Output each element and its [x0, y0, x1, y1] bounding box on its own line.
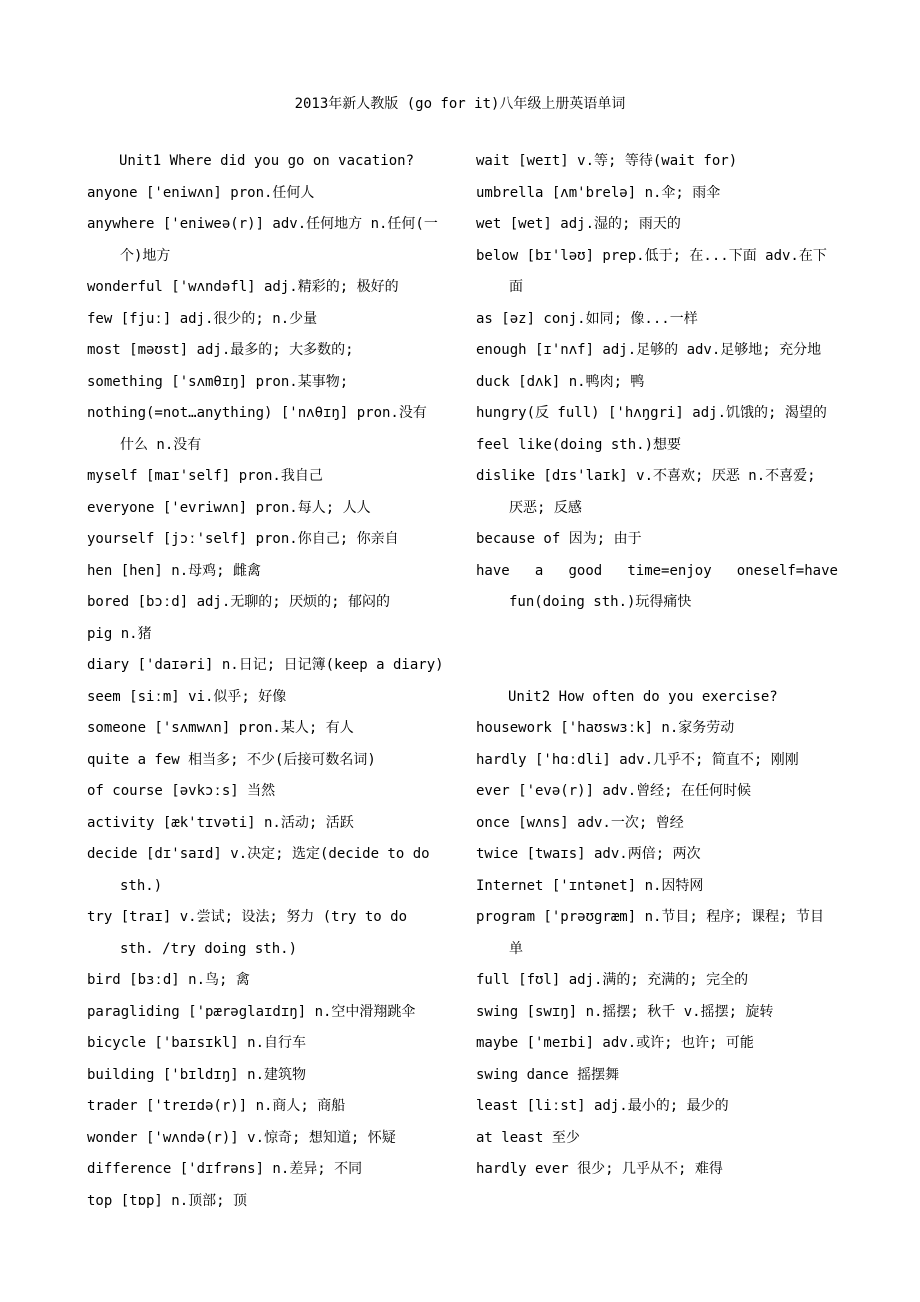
vocab-entry: nothing(=not…anything) ['nʌθɪŋ] pron.没有 [87, 405, 427, 421]
vocab-entry: quite a few 相当多; 不少(后接可数名词) [87, 751, 376, 768]
vocab-entry: myself [maɪ'self] pron.我自己 [87, 468, 323, 484]
vocab-entry: enough [ɪ'nʌf] adj.足够的 adv.足够地; 充分地 [476, 342, 822, 358]
vocab-entry: umbrella [ʌm'brelə] n.伞; 雨伞 [476, 184, 721, 201]
vocab-entry: someone ['sʌmwʌn] pron.某人; 有人 [87, 720, 354, 736]
vocab-entry: decide [dɪ'saɪd] v.决定; 选定(decide to do [87, 846, 430, 862]
vocab-entry-continuation: fun(doing sth.)玩得痛快 [509, 594, 692, 610]
vocab-entry: few [fjuː] adj.很少的; n.少量 [87, 310, 318, 327]
vocab-entry: duck [dʌk] n.鸭肉; 鸭 [476, 373, 645, 390]
vocab-entry: at least 至少 [476, 1129, 580, 1146]
vocab-entry: trader ['treɪdə(r)] n.商人; 商船 [87, 1098, 346, 1114]
vocab-entry: most [məʊst] adj.最多的; 大多数的; [87, 342, 354, 358]
vocab-entry: wonderful ['wʌndəfl] adj.精彩的; 极好的 [87, 279, 399, 295]
vocab-entry: because of 因为; 由于 [476, 531, 642, 547]
justified-word: time=enjoy [627, 562, 712, 579]
vocab-entry: swing dance 摇摆舞 [476, 1066, 620, 1083]
vocab-entry: once [wʌns] adv.一次; 曾经 [476, 814, 684, 831]
vocab-entry: top [tɒp] n.顶部; 顶 [87, 1192, 248, 1209]
left-column [87, 146, 449, 1217]
vocab-entry: activity [æk'tɪvəti] n.活动; 活跃 [87, 814, 354, 831]
blank-line [476, 619, 838, 651]
vocab-entry: hungry(反 full) ['hʌŋgri] adj.饥饿的; 渴望的 [476, 405, 827, 421]
vocab-entry: diary ['daɪəri] n.日记; 日记簿(keep a diary) [87, 657, 444, 673]
blank-line [476, 650, 838, 682]
vocab-entry: ever ['evə(r)] adv.曾经; 在任何时候 [476, 783, 752, 799]
vocab-entry: wonder ['wʌndə(r)] v.惊奇; 想知道; 怀疑 [87, 1129, 396, 1146]
unit-heading: Unit1 Where did you go on vacation? [119, 153, 415, 169]
vocab-entry-continuation: 厌恶; 反感 [509, 499, 582, 516]
vocab-entry-justified [476, 556, 838, 588]
justified-word: have [476, 562, 510, 579]
vocab-entry: as [əz] conj.如同; 像...一样 [476, 310, 698, 327]
vocab-entry: anyone ['eniwʌn] pron.任何人 [87, 184, 315, 201]
vocab-entry: bicycle ['baɪsɪkl] n.自行车 [87, 1035, 307, 1051]
vocab-entry-continuation: 什么 n.没有 [120, 436, 202, 453]
vocab-entry: pig n.猪 [87, 625, 152, 642]
vocab-entry: hardly ['hɑːdli] adv.几乎不; 简直不; 刚刚 [476, 751, 799, 768]
justified-word: a [534, 562, 544, 579]
vocab-entry: dislike [dɪs'laɪk] v.不喜欢; 厌恶 n.不喜爱; [476, 468, 816, 484]
right-column [476, 146, 838, 1186]
vocab-entry-continuation: sth. /try doing sth.) [120, 940, 298, 957]
vocab-entry: twice [twaɪs] adv.两倍; 两次 [476, 846, 701, 862]
vocab-entry: hen [hen] n.母鸡; 雌禽 [87, 562, 262, 579]
page-title: 2013年新人教版 (go for it)八年级上册英语单词 [294, 96, 626, 112]
vocab-entry: hardly ever 很少; 几乎从不; 难得 [476, 1161, 723, 1177]
unit-heading: Unit2 How often do you exercise? [508, 688, 778, 705]
vocab-entry: try [traɪ] v.尝试; 设法; 努力 (try to do [87, 909, 408, 925]
vocab-entry: building ['bɪldɪŋ] n.建筑物 [87, 1066, 307, 1083]
vocab-entry-continuation: sth.) [120, 877, 163, 894]
vocab-entry: feel like(doing sth.)想要 [476, 436, 682, 453]
vocab-entry: bored [bɔːd] adj.无聊的; 厌烦的; 郁闷的 [87, 594, 391, 610]
vocab-entry: least [liːst] adj.最小的; 最少的 [476, 1098, 729, 1114]
vocab-entry: of course [əvkɔːs] 当然 [87, 783, 276, 799]
justified-word: oneself=have [736, 562, 838, 579]
vocab-entry: yourself [jɔː'self] pron.你自己; 你亲自 [87, 531, 399, 547]
vocab-entry: something ['sʌmθɪŋ] pron.某事物; [87, 373, 349, 390]
vocab-entry: anywhere ['eniweə(r)] adv.任何地方 n.任何(一 [87, 216, 438, 232]
vocab-entry: difference ['dɪfrəns] n.差异; 不同 [87, 1161, 363, 1177]
vocab-entry: wet [wet] adj.湿的; 雨天的 [476, 216, 681, 232]
vocab-entry: Internet ['ɪntənet] n.因特网 [476, 877, 704, 894]
vocab-entry: housework ['haʊswɜːk] n.家务劳动 [476, 720, 735, 736]
vocab-entry: below [bɪ'ləʊ] prep.低于; 在...下面 adv.在下 [476, 247, 827, 264]
vocab-entry-continuation: 面 [509, 279, 523, 295]
vocab-entry: wait [weɪt] v.等; 等待(wait for) [476, 153, 738, 169]
vocab-entry: full [fʊl] adj.满的; 充满的; 完全的 [476, 972, 749, 988]
vocab-entry-continuation: 单 [509, 940, 523, 957]
vocab-entry: bird [bɜːd] n.鸟; 禽 [87, 972, 250, 988]
vocab-entry: seem [siːm] vi.似乎; 好像 [87, 688, 287, 705]
vocab-entry: program ['prəʊgræm] n.节目; 程序; 课程; 节目 [476, 909, 825, 925]
vocab-entry: swing [swɪŋ] n.摇摆; 秋千 v.摇摆; 旋转 [476, 1003, 774, 1020]
vocab-entry: maybe ['meɪbi] adv.或许; 也许; 可能 [476, 1035, 754, 1051]
vocab-entry: everyone ['evriwʌn] pron.每人; 人人 [87, 499, 371, 516]
vocab-entry: paragliding ['pærəglaɪdɪŋ] n.空中滑翔跳伞 [87, 1003, 416, 1020]
vocab-entry-continuation: 个)地方 [120, 247, 171, 264]
justified-word: good [568, 562, 603, 579]
